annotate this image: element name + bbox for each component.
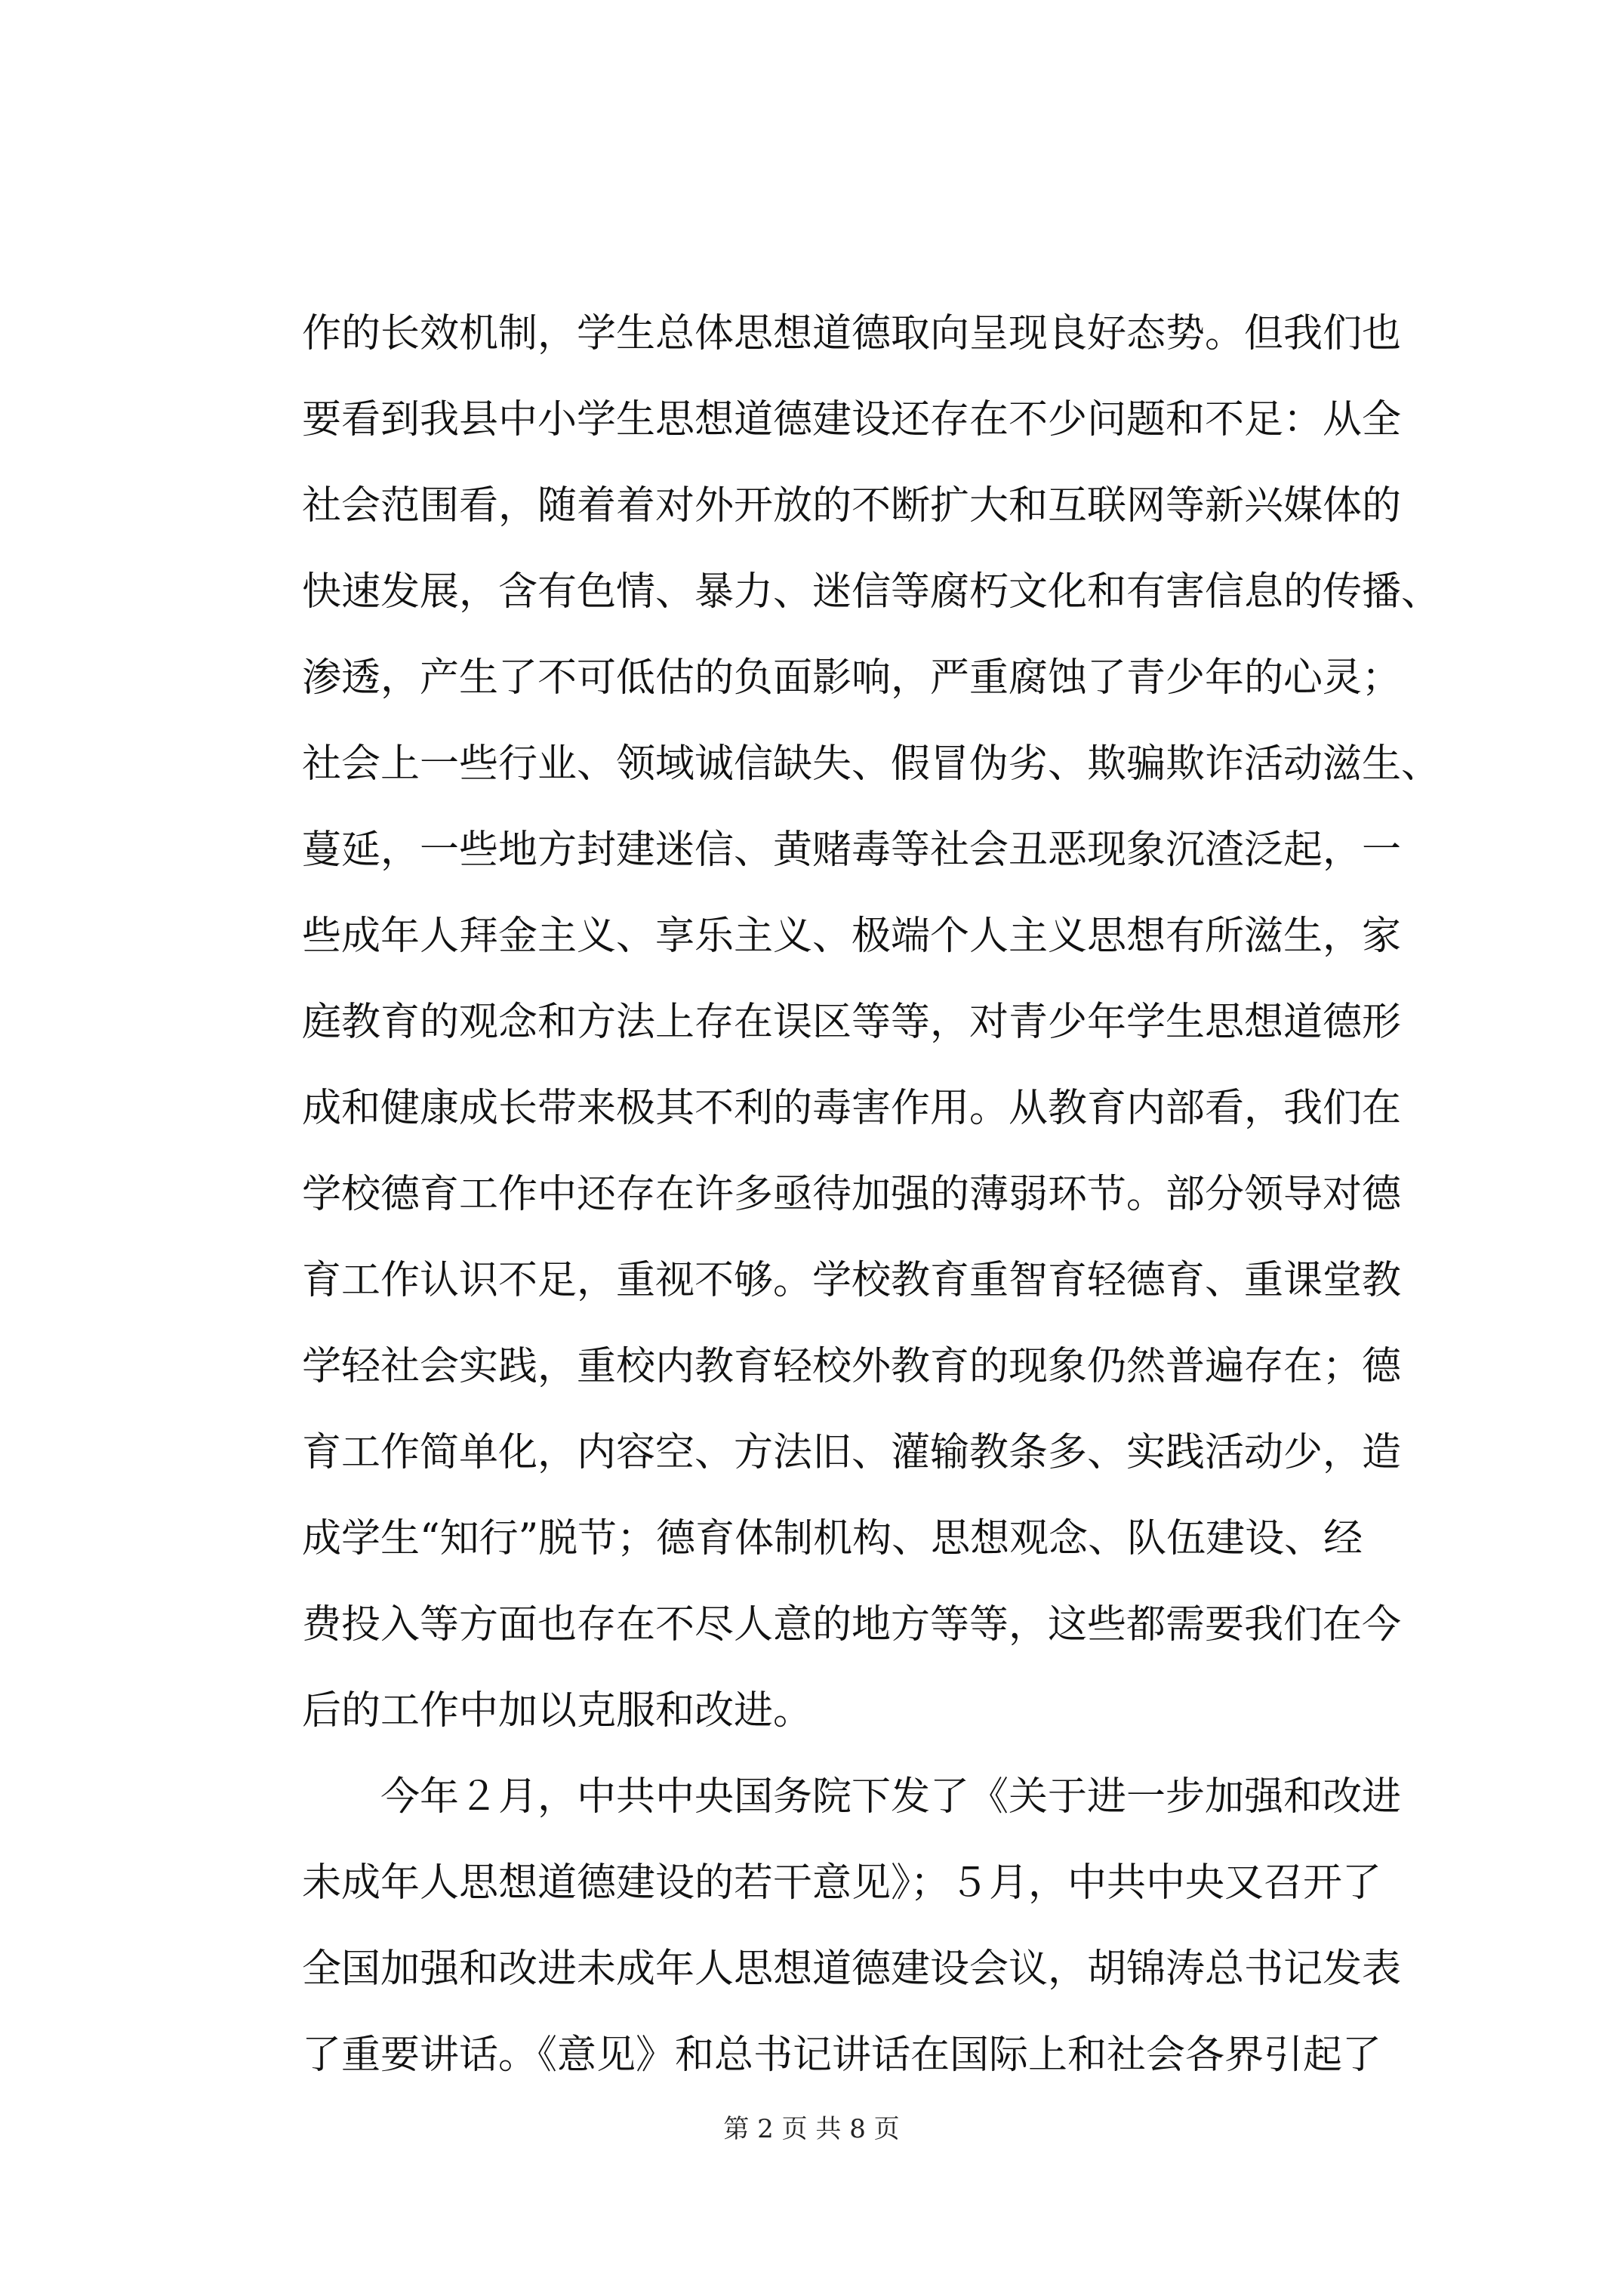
paragraph-end-line: 后的工作中加以克服和改进。 (302, 1688, 813, 1734)
paragraph-start-line: 今年２月，中共中央国务院下发了《关于进一步加强和改进 (380, 1774, 1402, 1820)
text-line: 费投入等方面也存在不尽人意的地方等等，这些都需要我们在今 (302, 1602, 1402, 1647)
text-line: 快速发展，含有色情、暴力、迷信等腐朽文化和有害信息的传播、 (302, 569, 1441, 615)
text-line: 庭教育的观念和方法上存在误区等等，对青少年学生思想道德形 (302, 1000, 1402, 1045)
text-line: 社会上一些行业、领域诚信缺失、假冒伪劣、欺骗欺诈活动滋生、 (302, 741, 1441, 787)
text-line: 未成年人思想道德建设的若干意见》；５月，中共中央又召开了 (302, 1860, 1382, 1906)
text-line: 成和健康成长带来极其不利的毒害作用。从教育内部看，我们在 (302, 1086, 1402, 1131)
text-line: 渗透，产生了不可低估的负面影响，严重腐蚀了青少年的心灵； (302, 655, 1402, 701)
text-line: 成学生“知行”脱节；德育体制机构、思想观念、队伍建设、经 (302, 1516, 1363, 1561)
text-line: 作的长效机制，学生总体思想道德取向呈现良好态势。但我们也 (302, 311, 1402, 356)
text-line: 要看到我县中小学生思想道德建设还存在不少问题和不足：从全 (302, 397, 1402, 442)
text-line: 育工作简单化，内容空、方法旧、灌输教条多、实践活动少，造 (302, 1430, 1402, 1475)
text-line: 学轻社会实践，重校内教育轻校外教育的现象仍然普遍存在；德 (302, 1344, 1402, 1389)
text-line: 育工作认识不足，重视不够。学校教育重智育轻德育、重课堂教 (302, 1258, 1402, 1303)
page-number-footer: 第 2 页 共 8 页 (723, 2114, 900, 2144)
body-text (302, 291, 1441, 2098)
text-line: 蔓延，一些地方封建迷信、黄赌毒等社会丑恶现象沉渣泛起，一 (302, 827, 1402, 873)
text-line: 学校德育工作中还存在许多亟待加强的薄弱环节。部分领导对德 (302, 1172, 1402, 1217)
text-line: 了重要讲话。《意见》和总书记讲话在国际上和社会各界引起了 (302, 2032, 1382, 2078)
text-line: 些成年人拜金主义、享乐主义、极端个人主义思想有所滋生，家 (302, 914, 1402, 959)
text-line: 全国加强和改进未成年人思想道德建设会议，胡锦涛总书记发表 (302, 1946, 1402, 1992)
text-line: 社会范围看，随着着对外开放的不断扩大和互联网等新兴媒体的 (302, 483, 1402, 529)
